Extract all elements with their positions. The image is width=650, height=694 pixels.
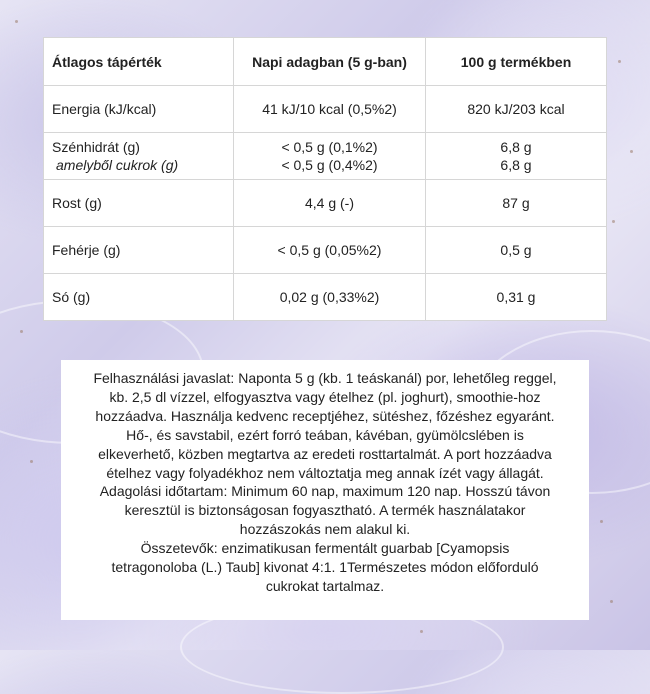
per-serving-cell — [234, 133, 426, 180]
background-speckle — [600, 520, 603, 523]
background-speckle — [612, 220, 615, 223]
background-speckle — [15, 20, 18, 23]
table-row — [44, 274, 607, 321]
per-serving-value: < 0,5 g (0,1%2) — [281, 139, 378, 155]
per-100g-value: 0,5 g — [426, 227, 607, 274]
nutrient-name-cell — [44, 133, 234, 180]
table-row — [44, 227, 607, 274]
nutrient-name: Szénhidrát (g) — [52, 139, 140, 155]
nutrient-sub-name: amelyből cukrok (g) — [56, 157, 179, 173]
info-line: tetragonoloba (L.) Taub] kivonat 4:1. 1Természetes módon előforduló — [111, 559, 539, 576]
nutrient-name: Só (g) — [44, 274, 234, 321]
nutrition-table — [43, 37, 607, 321]
background-speckle — [20, 330, 23, 333]
info-line: hozzászokás nem alakul ki. — [239, 521, 411, 538]
background-speckle — [30, 460, 33, 463]
per-100g-value: 6,8 g — [500, 139, 532, 155]
per-100g-value: 0,31 g — [426, 274, 607, 321]
usage-info-panel — [61, 360, 589, 620]
per-serving-value: < 0,5 g (0,05%2) — [234, 227, 426, 274]
info-line: keresztül is biztonságosan fogyasztható. A termék használatakor — [124, 502, 526, 519]
info-line: hozzáadva. Használja kedvenc receptjéhez, sütéshez, főzéshez egyaránt. — [95, 407, 555, 424]
per-100g-cell — [426, 133, 607, 180]
background-speckle — [618, 60, 621, 63]
info-line: kb. 2,5 dl vízzel, elfogyasztva vagy ételhez (pl. joghurt), smoothie-hoz — [109, 388, 541, 405]
nutrient-name: Rost (g) — [44, 180, 234, 227]
sub-per-serving-value: < 0,5 g (0,4%2) — [281, 157, 378, 173]
nutrient-name: Energia (kJ/kcal) — [44, 86, 234, 133]
table-row — [44, 86, 607, 133]
info-line: Adagolási időtartam: Minimum 60 nap, maximum 120 nap. Hosszú távon — [99, 483, 551, 500]
nutrient-name: Fehérje (g) — [44, 227, 234, 274]
per-100g-value: 820 kJ/203 kcal — [426, 86, 607, 133]
sub-per-100g-value: 6,8 g — [500, 157, 532, 173]
header-per-serving: Napi adagban (5 g-ban) — [234, 38, 426, 86]
table-header-row — [44, 38, 607, 86]
background-speckle — [420, 630, 423, 633]
table-row — [44, 180, 607, 227]
header-per-100g: 100 g termékben — [426, 38, 607, 86]
info-line: Felhasználási javaslat: Naponta 5 g (kb. 1 teáskanál) por, lehetőleg reggel, — [93, 370, 557, 386]
info-line: Összetevők: enzimatikusan fermentált guarbab [Cyamopsis — [140, 540, 510, 557]
info-line: ételhez vagy folyadékhoz nem változtatja meg annak ízét vagy állagát. — [106, 464, 544, 481]
per-serving-value: 41 kJ/10 kcal (0,5%2) — [234, 86, 426, 133]
table-row — [44, 133, 607, 180]
info-line: elkeverhető, közben megtartva az eredeti rosttartalmát. A port hozzáadva — [98, 445, 552, 462]
info-line: Hő-, és savstabil, ezért forró teában, kávéban, gyümölcslében is — [126, 426, 524, 443]
info-line: cukrokat tartalmaz. — [265, 577, 385, 594]
per-serving-value: 4,4 g (-) — [234, 180, 426, 227]
header-nutrient: Átlagos tápérték — [44, 38, 234, 86]
background-speckle — [610, 600, 613, 603]
background-speckle — [630, 150, 633, 153]
per-serving-value: 0,02 g (0,33%2) — [234, 274, 426, 321]
per-100g-value: 87 g — [426, 180, 607, 227]
